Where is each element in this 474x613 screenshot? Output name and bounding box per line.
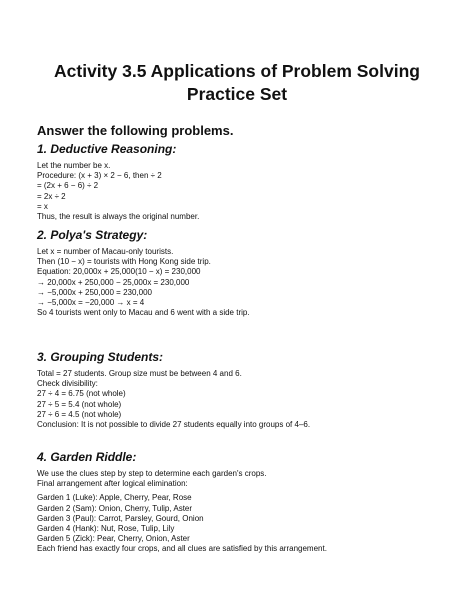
section-heading: 4. Garden Riddle:: [37, 450, 137, 464]
body-line: → −5,000x + 250,000 = 230,000: [37, 287, 152, 297]
section-body: [37, 469, 447, 555]
body-line: Garden 5 (Zick): Pear, Cherry, Onion, Aster: [37, 534, 190, 544]
page-title: Activity 3.5 Applications of Problem Solving Practice Set: [54, 61, 420, 104]
body-line: Thus, the result is always the original number.: [37, 212, 200, 222]
section-heading: 1. Deductive Reasoning:: [37, 142, 177, 156]
body-line: 27 ÷ 5 = 5.4 (not whole): [37, 399, 122, 409]
section-grouping-students: [37, 349, 447, 430]
body-line: 27 ÷ 4 = 6.75 (not whole): [37, 389, 126, 399]
body-line: Then (10 − x) = tourists with Hong Kong side trip.: [37, 257, 211, 267]
body-line: Each friend has exactly four crops, and all clues are satisfied by this arrangement.: [37, 544, 327, 554]
body-line: = x: [37, 201, 48, 211]
body-line: Equation: 20,000x + 25,000(10 − x) = 230,000: [37, 267, 201, 277]
section-body: [37, 369, 447, 430]
body-line: Let x = number of Macau-only tourists.: [37, 247, 174, 256]
body-line: So 4 tourists went only to Macau and 6 went with a side trip.: [37, 308, 250, 318]
body-line: → 20,000x + 250,000 − 25,000x = 230,000: [37, 277, 190, 287]
body-line: Garden 1 (Luke): Apple, Cherry, Pear, Rose: [37, 493, 192, 503]
section-body: [37, 247, 447, 318]
section-body: [37, 161, 447, 222]
body-line: → −5,000x = −20,000 → x = 4: [37, 298, 145, 308]
body-line: Garden 3 (Paul): Carrot, Parsley, Gourd, Onion: [37, 513, 204, 523]
section-polyas-strategy: [37, 227, 447, 318]
section-heading: 2. Polya's Strategy:: [37, 228, 148, 242]
body-line: Garden 4 (Hank): Nut, Rose, Tulip, Lily: [37, 524, 175, 534]
body-line: Procedure: (x + 3) × 2 − 6, then ÷ 2: [37, 171, 162, 181]
body-line: Let the number be x.: [37, 161, 111, 170]
body-line: Final arrangement after logical elimination:: [37, 479, 188, 489]
section-deductive-reasoning: [37, 141, 447, 222]
body-line: Conclusion: It is not possible to divide 27 students equally into groups of 4–6.: [37, 420, 311, 430]
body-line: Garden 2 (Sam): Onion, Cherry, Tulip, Aster: [37, 503, 193, 513]
section-garden-riddle: [37, 449, 447, 555]
section-heading: 3. Grouping Students:: [37, 350, 163, 364]
body-line: Total = 27 students. Group size must be between 4 and 6.: [37, 369, 242, 378]
body-line: Check divisibility:: [37, 379, 98, 389]
body-line: = 2x ÷ 2: [37, 191, 66, 201]
body-line: We use the clues step by step to determine each garden's crops.: [37, 469, 267, 478]
instructions-heading: Answer the following problems.: [37, 123, 234, 138]
body-line: 27 ÷ 6 = 4.5 (not whole): [37, 409, 122, 419]
body-line: = (2x + 6 − 6) ÷ 2: [37, 181, 99, 191]
